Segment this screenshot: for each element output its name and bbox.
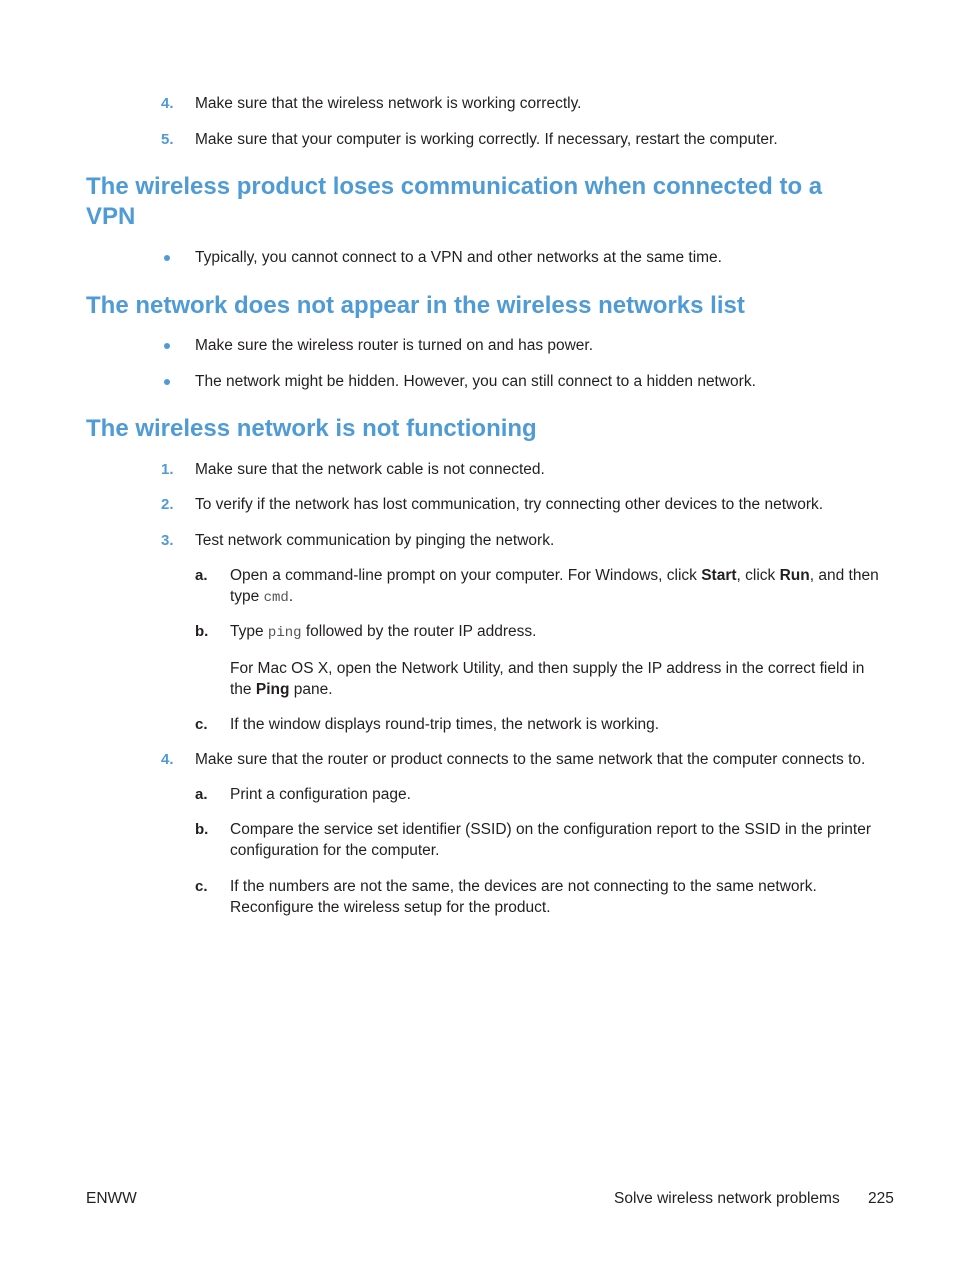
step-number: 1. xyxy=(161,461,174,478)
page-number: 225 xyxy=(868,1190,894,1207)
substep-letter: c. xyxy=(195,716,208,733)
step-text: Make sure that your computer is working correctly. If necessary, restart the computer. xyxy=(195,131,778,148)
ping-label: Ping xyxy=(255,680,290,698)
bullet-text: Typically, you cannot connect to a VPN and other networks at the same time. xyxy=(195,249,722,266)
substep-letter: b. xyxy=(195,821,209,838)
step-number: 4. xyxy=(161,751,174,768)
substep-paragraph: For Mac OS X, open the Network Utility, and then supply the IP address in the correct field in the Ping pane. xyxy=(230,660,865,698)
bullet-text: The network might be hidden. However, you can still connect to a hidden network. xyxy=(195,373,756,390)
bullet-icon xyxy=(164,343,170,349)
step-text: Make sure that the network cable is not connected. xyxy=(195,461,545,478)
step-text: To verify if the network has lost communication, try connecting other devices to the network. xyxy=(195,496,824,513)
footer-left: ENWW xyxy=(86,1190,137,1207)
bullet-text: Make sure the wireless router is turned on and has power. xyxy=(195,337,594,354)
substep-letter: c. xyxy=(195,878,208,895)
substep-letter: a. xyxy=(195,567,208,584)
run-label: Run xyxy=(779,567,810,584)
footer-section: Solve wireless network problems xyxy=(614,1190,840,1207)
bullet-icon xyxy=(164,255,170,261)
bullet-icon xyxy=(164,379,170,385)
code-ping: ping xyxy=(267,625,302,641)
section-heading-network-list: The network does not appear in the wireless networks list xyxy=(86,292,745,319)
step-text: Make sure that the router or product connects to the same network that the computer connects to. xyxy=(195,751,866,768)
substep-text: Open a command-line prompt on your computer. For Windows, click Start, click Run, and then type cmd. xyxy=(230,567,879,606)
substep-text: Print a configuration page. xyxy=(230,786,411,803)
substep-text: If the window displays round-trip times, the network is working. xyxy=(230,716,660,733)
step-number: 2. xyxy=(161,496,174,513)
step-number: 4. xyxy=(161,95,174,112)
section-heading-not-functioning: The wireless network is not functioning xyxy=(86,415,537,442)
start-label: Start xyxy=(701,567,737,584)
step-text: Test network communication by pinging the network. xyxy=(195,532,555,549)
substep-text: If the numbers are not the same, the devices are not connecting to the same network. Reconfigure the wireless setup for the product. xyxy=(230,878,817,916)
step-text: Make sure that the wireless network is working correctly. xyxy=(195,95,582,112)
substep-text: Compare the service set identifier (SSID) on the configuration report to the SSID in the printer configuration for the computer. xyxy=(230,821,871,859)
substep-letter: a. xyxy=(195,786,208,803)
step-number: 5. xyxy=(161,131,174,148)
section-heading-vpn: The wireless product loses communication when connected to a VPN xyxy=(86,173,823,230)
step-number: 3. xyxy=(161,532,174,549)
substep-text: Type ping followed by the router IP address. xyxy=(230,623,537,641)
substep-letter: b. xyxy=(195,623,209,640)
code-cmd: cmd xyxy=(263,589,289,606)
